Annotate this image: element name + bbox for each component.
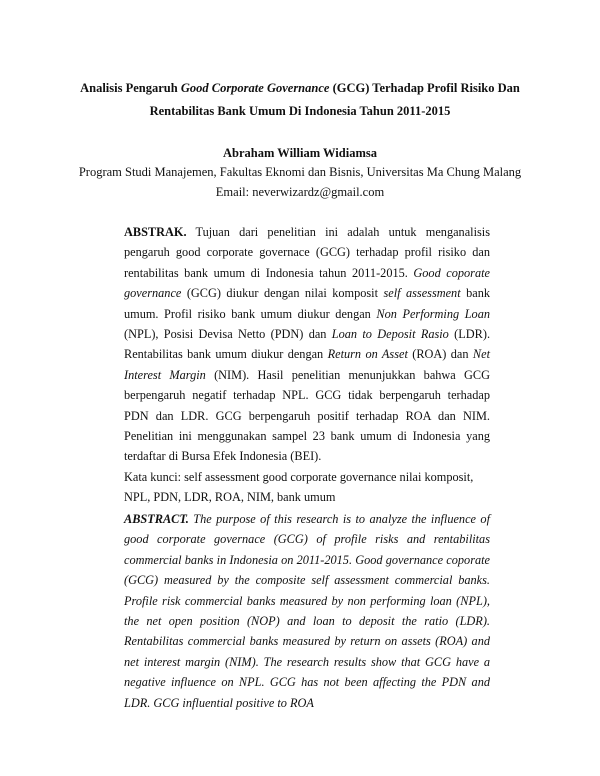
title-line-2: Rentabilitas Bank Umum Di Indonesia Tahun 2011-2015 [149, 104, 451, 118]
author-affiliation: Program Studi Manajemen, Fakultas Eknomi dan Bisnis, Universitas Ma Chung Malang [78, 165, 522, 179]
keywords: Kata kunci: self assessment good corporate governance nilai komposit, NPL, PDN, LDR, ROA, NIM, bank umum [124, 469, 474, 505]
paper-title [60, 77, 540, 123]
abstract-en-paragraph: ABSTRACT. The purpose of this research is to analyze the influence of good corporate governace (GCG) of profile risks and rentabilitas commercial banks in Indonesia on 2011-2015. Good governance coporate (GCG) measured by the composite self assessment commercial banks. Profile risk commercial banks measured by non performing loan (NPL), the net open position (NOP) and loan to deposit the ratio (LDR). Rentabilitas commercial banks measured by return on assets (ROA) and net interest margin (NIM). The research results show that GCG have a negative influence on NPL. GCG has not been affecting the PDN and LDR. GCG influential positive to ROA [124, 512, 490, 710]
abstract-en-section [124, 509, 490, 713]
abstrak-paragraph: ABSTRAK. Tujuan dari penelitian ini adalah untuk menganalisis pengaruh good corporate governace (GCG) terhadap profil risiko dan rentabilitas bank umum di Indonesia tahun 2011-2015. Good coporate governance (GCG) diukur dengan nilai komposit self assessment bank umum. Profil risiko bank umum diukur dengan Non Performing Loan (NPL), Posisi Devisa Netto (PDN) dan Loan to Deposit Rasio (LDR). Rentabilitas bank umum diukur dengan Return on Asset (ROA) dan Net Interest Margin (NIM). Hasil penelitian menunjukkan bahwa GCG berpengaruh negatif terhadap NPL. GCG tidak berpengaruh terhadap PDN dan LDR. GCG berpengaruh positif terhadap ROA dan NIM. Penelitian ini menggunakan sampel 23 bank umum di Indonesia yang terdaftar di Bursa Efek Indonesia (BEI). [124, 225, 491, 464]
title-line-1: Analisis Pengaruh Good Corporate Governance (GCG) Terhadap Profil Risiko Dan [80, 81, 520, 95]
abstract-en-label: ABSTRACT. [124, 512, 189, 526]
abstrak-label: ABSTRAK. [124, 225, 187, 239]
author-name: Abraham William Widiamsa [223, 146, 377, 160]
abstrak-section [124, 222, 490, 508]
author-email: Email: neverwizardz@gmail.com [215, 185, 385, 199]
